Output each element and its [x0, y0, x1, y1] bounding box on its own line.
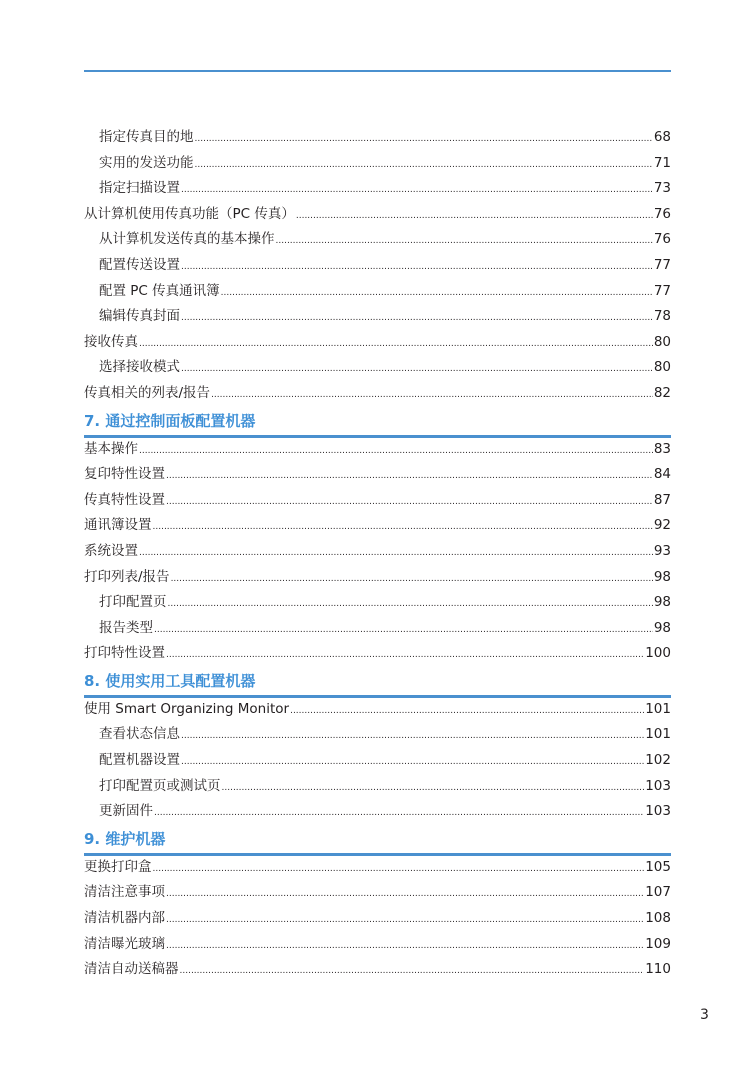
- toc-entry-title: 清洁注意事项: [84, 884, 165, 901]
- dot-leader: [166, 490, 653, 516]
- toc-entry-title: 打印配置页或测试页: [99, 777, 221, 794]
- toc-entry-title: 复印特性设置: [84, 466, 165, 483]
- dot-leader: [195, 153, 653, 179]
- toc-entry-title: 打印特性设置: [84, 645, 165, 662]
- dot-leader: [195, 127, 653, 153]
- toc-entry-page: 100: [645, 645, 671, 662]
- toc-entry-page: 77: [653, 282, 671, 299]
- toc-entry-page: 92: [653, 517, 671, 534]
- toc-entry[interactable]: [84, 513, 671, 539]
- toc-entry-title: 编辑传真封面: [99, 308, 180, 325]
- toc-entry-title: 从计算机使用传真功能（PC 传真）: [84, 205, 295, 222]
- toc-entry[interactable]: [84, 697, 671, 723]
- dot-leader: [166, 464, 653, 490]
- dot-leader: [171, 567, 653, 593]
- toc-entry-title: 清洁机器内部: [84, 910, 165, 927]
- dot-leader: [222, 776, 645, 802]
- dot-leader: [166, 934, 644, 960]
- toc-entry-title: 系统设置: [84, 542, 138, 559]
- toc-entry-title: 报告类型: [99, 619, 153, 636]
- toc-entry[interactable]: [84, 253, 671, 279]
- toc-entry-page: 98: [653, 619, 671, 636]
- dot-leader: [139, 541, 653, 567]
- dot-leader: [296, 204, 653, 230]
- toc-entry-title: 传真特性设置: [84, 491, 165, 508]
- toc-entry-page: 68: [653, 129, 671, 145]
- toc-entry-page: 105: [645, 858, 671, 875]
- dot-leader: [168, 592, 653, 618]
- toc-entry[interactable]: [84, 799, 671, 825]
- toc-entry-title: 指定传真目的地: [99, 129, 194, 145]
- toc-entry-title: 更新固件: [99, 803, 153, 820]
- toc-entry-page: 80: [653, 333, 671, 350]
- dot-leader: [139, 439, 653, 465]
- toc-entry-title: 清洁曝光玻璃: [84, 935, 165, 952]
- toc-entry-title: 传真相关的列表/报告: [84, 384, 211, 401]
- toc-entry-title: 实用的发送功能: [99, 154, 194, 171]
- toc-entry-page: 76: [653, 205, 671, 222]
- toc-entry[interactable]: [84, 488, 671, 514]
- toc-entry[interactable]: [84, 774, 671, 800]
- toc-entry-title: 配置 PC 传真通讯簿: [99, 282, 220, 299]
- dot-leader: [166, 908, 644, 934]
- toc-entry-title: 打印配置页: [99, 594, 167, 611]
- dot-leader: [181, 357, 653, 383]
- dot-leader: [166, 882, 644, 908]
- toc-entry-title: 更换打印盒: [84, 858, 152, 875]
- toc-entry-page: 83: [653, 440, 671, 457]
- toc-entry-page: 101: [645, 726, 671, 743]
- toc-entry-page: 108: [645, 910, 671, 927]
- dot-leader: [181, 724, 644, 750]
- dot-leader: [154, 801, 644, 827]
- chapter-heading: [84, 825, 671, 855]
- toc-entry[interactable]: [84, 381, 671, 407]
- toc-entry[interactable]: [84, 616, 671, 642]
- chapter-title[interactable]: 9. 维护机器: [84, 829, 166, 848]
- toc-entry-page: 103: [645, 803, 671, 820]
- dot-leader: [290, 699, 644, 725]
- toc-entry-title: 接收传真: [84, 333, 138, 350]
- toc-entry-title: 打印列表/报告: [84, 568, 170, 585]
- toc-entry[interactable]: [84, 330, 671, 356]
- toc-entry[interactable]: [84, 304, 671, 330]
- toc-entry-page: 93: [653, 542, 671, 559]
- dot-leader: [153, 857, 645, 883]
- chapter-heading: [84, 667, 671, 697]
- dot-leader: [166, 643, 644, 669]
- toc-entry-page: 87: [653, 491, 671, 508]
- toc-entry[interactable]: [84, 539, 671, 565]
- dot-leader: [153, 515, 653, 541]
- toc-entry[interactable]: [84, 151, 671, 177]
- toc-entry-page: 82: [653, 384, 671, 401]
- toc-entry-title: 配置机器设置: [99, 752, 180, 769]
- toc-entry[interactable]: [84, 855, 671, 881]
- toc-entry[interactable]: [84, 565, 671, 591]
- toc-entry-page: 71: [653, 154, 671, 171]
- toc-entry-page: 107: [645, 884, 671, 901]
- toc-entry-page: 101: [645, 700, 671, 717]
- toc-entry[interactable]: [84, 641, 671, 667]
- toc-entry-page: 109: [645, 935, 671, 952]
- toc-entry[interactable]: [84, 279, 671, 305]
- page-number: 3: [700, 1007, 709, 1023]
- dot-leader: [180, 959, 645, 985]
- toc-entry-title: 选择接收模式: [99, 359, 180, 376]
- toc-entry-title: 配置传送设置: [99, 256, 180, 273]
- toc-entry-title: 使用 Smart Organizing Monitor: [84, 700, 290, 717]
- toc-entry-page: 110: [645, 961, 671, 978]
- dot-leader: [139, 332, 653, 358]
- toc-entry-title: 清洁自动送稿器: [84, 961, 179, 978]
- toc-entry[interactable]: [84, 355, 671, 381]
- toc-entry[interactable]: [84, 125, 671, 151]
- chapter-heading: [84, 407, 671, 437]
- toc-entry[interactable]: [84, 227, 671, 253]
- toc-entry-page: 84: [653, 466, 671, 483]
- toc-entry-title: 指定扫描设置: [99, 180, 180, 197]
- toc-entry-page: 76: [653, 231, 671, 248]
- chapter-title[interactable]: 8. 使用实用工具配置机器: [84, 671, 256, 690]
- table-of-contents: [84, 125, 671, 983]
- toc-entry-title: 基本操作: [84, 440, 138, 457]
- dot-leader: [181, 178, 653, 204]
- toc-entry[interactable]: [84, 202, 671, 228]
- toc-entry-page: 98: [653, 568, 671, 585]
- toc-entry-page: 77: [653, 256, 671, 273]
- toc-entry[interactable]: [84, 880, 671, 906]
- toc-entry-page: 98: [653, 594, 671, 611]
- toc-entry[interactable]: [84, 748, 671, 774]
- toc-entry[interactable]: [84, 957, 671, 983]
- toc-entry-page: 78: [653, 308, 671, 325]
- toc-entry-title: 从计算机发送传真的基本操作: [99, 231, 275, 248]
- dot-leader: [221, 281, 653, 307]
- dot-leader: [154, 618, 653, 644]
- toc-entry-page: 102: [645, 752, 671, 769]
- dot-leader: [276, 229, 653, 255]
- chapter-title[interactable]: 7. 通过控制面板配置机器: [84, 411, 256, 430]
- toc-entry-page: 103: [645, 777, 671, 794]
- toc-entry[interactable]: [84, 437, 671, 463]
- dot-leader: [181, 255, 653, 281]
- toc-entry[interactable]: [84, 176, 671, 202]
- toc-entry-title: 查看状态信息: [99, 726, 180, 743]
- toc-entry[interactable]: [84, 462, 671, 488]
- toc-entry[interactable]: [84, 932, 671, 958]
- header-rule: [84, 70, 671, 72]
- toc-entry[interactable]: [84, 722, 671, 748]
- dot-leader: [181, 750, 644, 776]
- toc-entry[interactable]: [84, 590, 671, 616]
- toc-entry[interactable]: [84, 906, 671, 932]
- toc-entry-page: 80: [653, 359, 671, 376]
- toc-entry-title: 通讯簿设置: [84, 517, 152, 534]
- dot-leader: [181, 306, 653, 332]
- dot-leader: [211, 383, 653, 409]
- toc-entry-page: 73: [653, 180, 671, 197]
